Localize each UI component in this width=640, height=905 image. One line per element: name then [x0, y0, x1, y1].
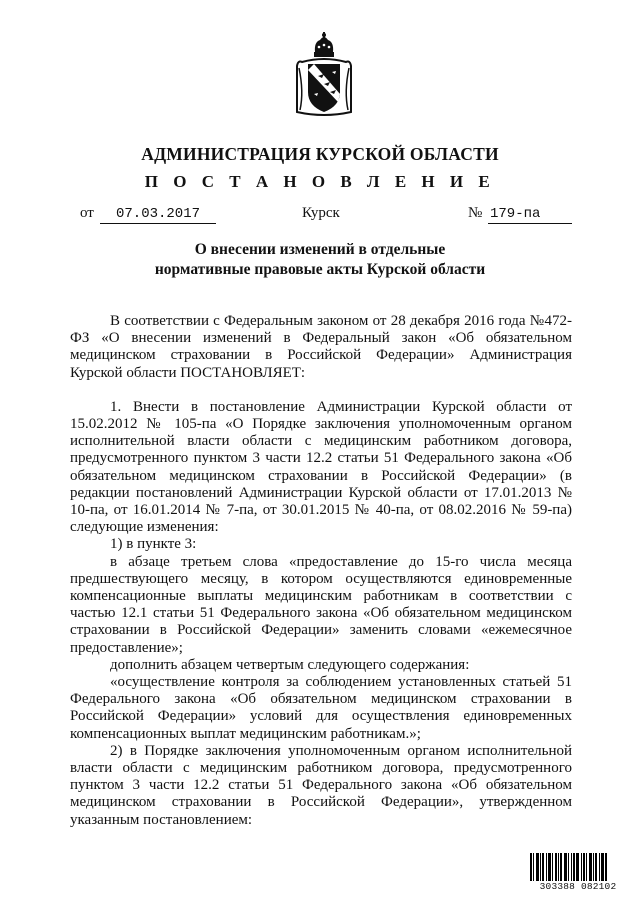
barcode: [530, 853, 626, 893]
item-1-1-b-paragraph: дополнить абзацем четвертым следующего содержания:: [110, 656, 470, 673]
document-type: П О С Т А Н О В Л Е Н И Е: [144, 172, 496, 191]
coat-of-arms-icon: [294, 32, 354, 118]
document-body: [70, 313, 572, 829]
organization-name: АДМИНИСТРАЦИЯ КУРСКОЙ ОБЛАСТИ: [141, 144, 499, 164]
subject-line-2: нормативные правовые акты Курской области: [154, 261, 486, 278]
document-subject: [0, 240, 640, 280]
item-1-paragraph: 1. Внести в постановление Администрации Курской области от 15.02.2012 № 105-па «О Порядке заключения уполномоченным органом исполнительной власти области с медицинским работником договора, предусмотренного пунктом 3 части 12.2 статьи 51 Федерального закона «Об обязательном медицинском страховании в Российской Федерации» (в редакции постановлений Администрации Курской области от 17.01.2013 № 10-па, от 16.01.2014 № 7-па, от 30.01.2015 № 40-па, от 08.02.2016 № 59-па) следующие изменения:: [70, 398, 572, 536]
document-city: Курск: [302, 205, 340, 221]
item-1-1-c-paragraph: «осуществление контроля за соблюдением установленных статьей 51 Федерального закона «Об обязательном медицинском страховании в Российской Федерации» условий для осуществления единовременных компенсационных выплат медицинским работникам.»;: [70, 674, 572, 742]
intro-paragraph: В соответствии с Федеральным законом от 28 декабря 2016 года №472-ФЗ «О внесении изменений в Федеральный закон «Об обязательном медицинском страховании в Российской Федерации» Администрация Курской области ПОСТАНОВЛЯЕТ:: [70, 313, 572, 381]
number-prefix: №: [468, 205, 483, 221]
item-1-2-paragraph: 2) в Порядке заключения уполномоченным органом исполнительной власти области с медицинским работником договора, предусмотренного пунктом 3 части 12.2 статьи 51 Федерального закона «Об обязательном медицинском страховании в Российской Федерации», утвержденном указанным постановлением:: [70, 742, 572, 828]
barcode-number: 303388 082102: [539, 881, 617, 892]
item-1-1-paragraph: 1) в пункте 3:: [110, 536, 197, 553]
document-date: 07.03.2017: [100, 205, 216, 224]
subject-line-1: О внесении изменений в отдельные: [194, 241, 446, 258]
item-1-1-a-paragraph: в абзаце третьем слова «предоставление до 15-го числа месяца предшествующего месяцу, в котором осуществляются единовременные компенсационные выплаты медицинским работникам в соответствии с частью 12.1 статьи 51 Федерального закона «Об обязательном медицинском страховании в Российской Федерации» заменить словами «ежемесячное предоставление»;: [70, 553, 572, 656]
barcode-icon: [530, 853, 626, 881]
date-prefix: от: [80, 205, 94, 221]
document-number: 179-па: [488, 205, 572, 224]
